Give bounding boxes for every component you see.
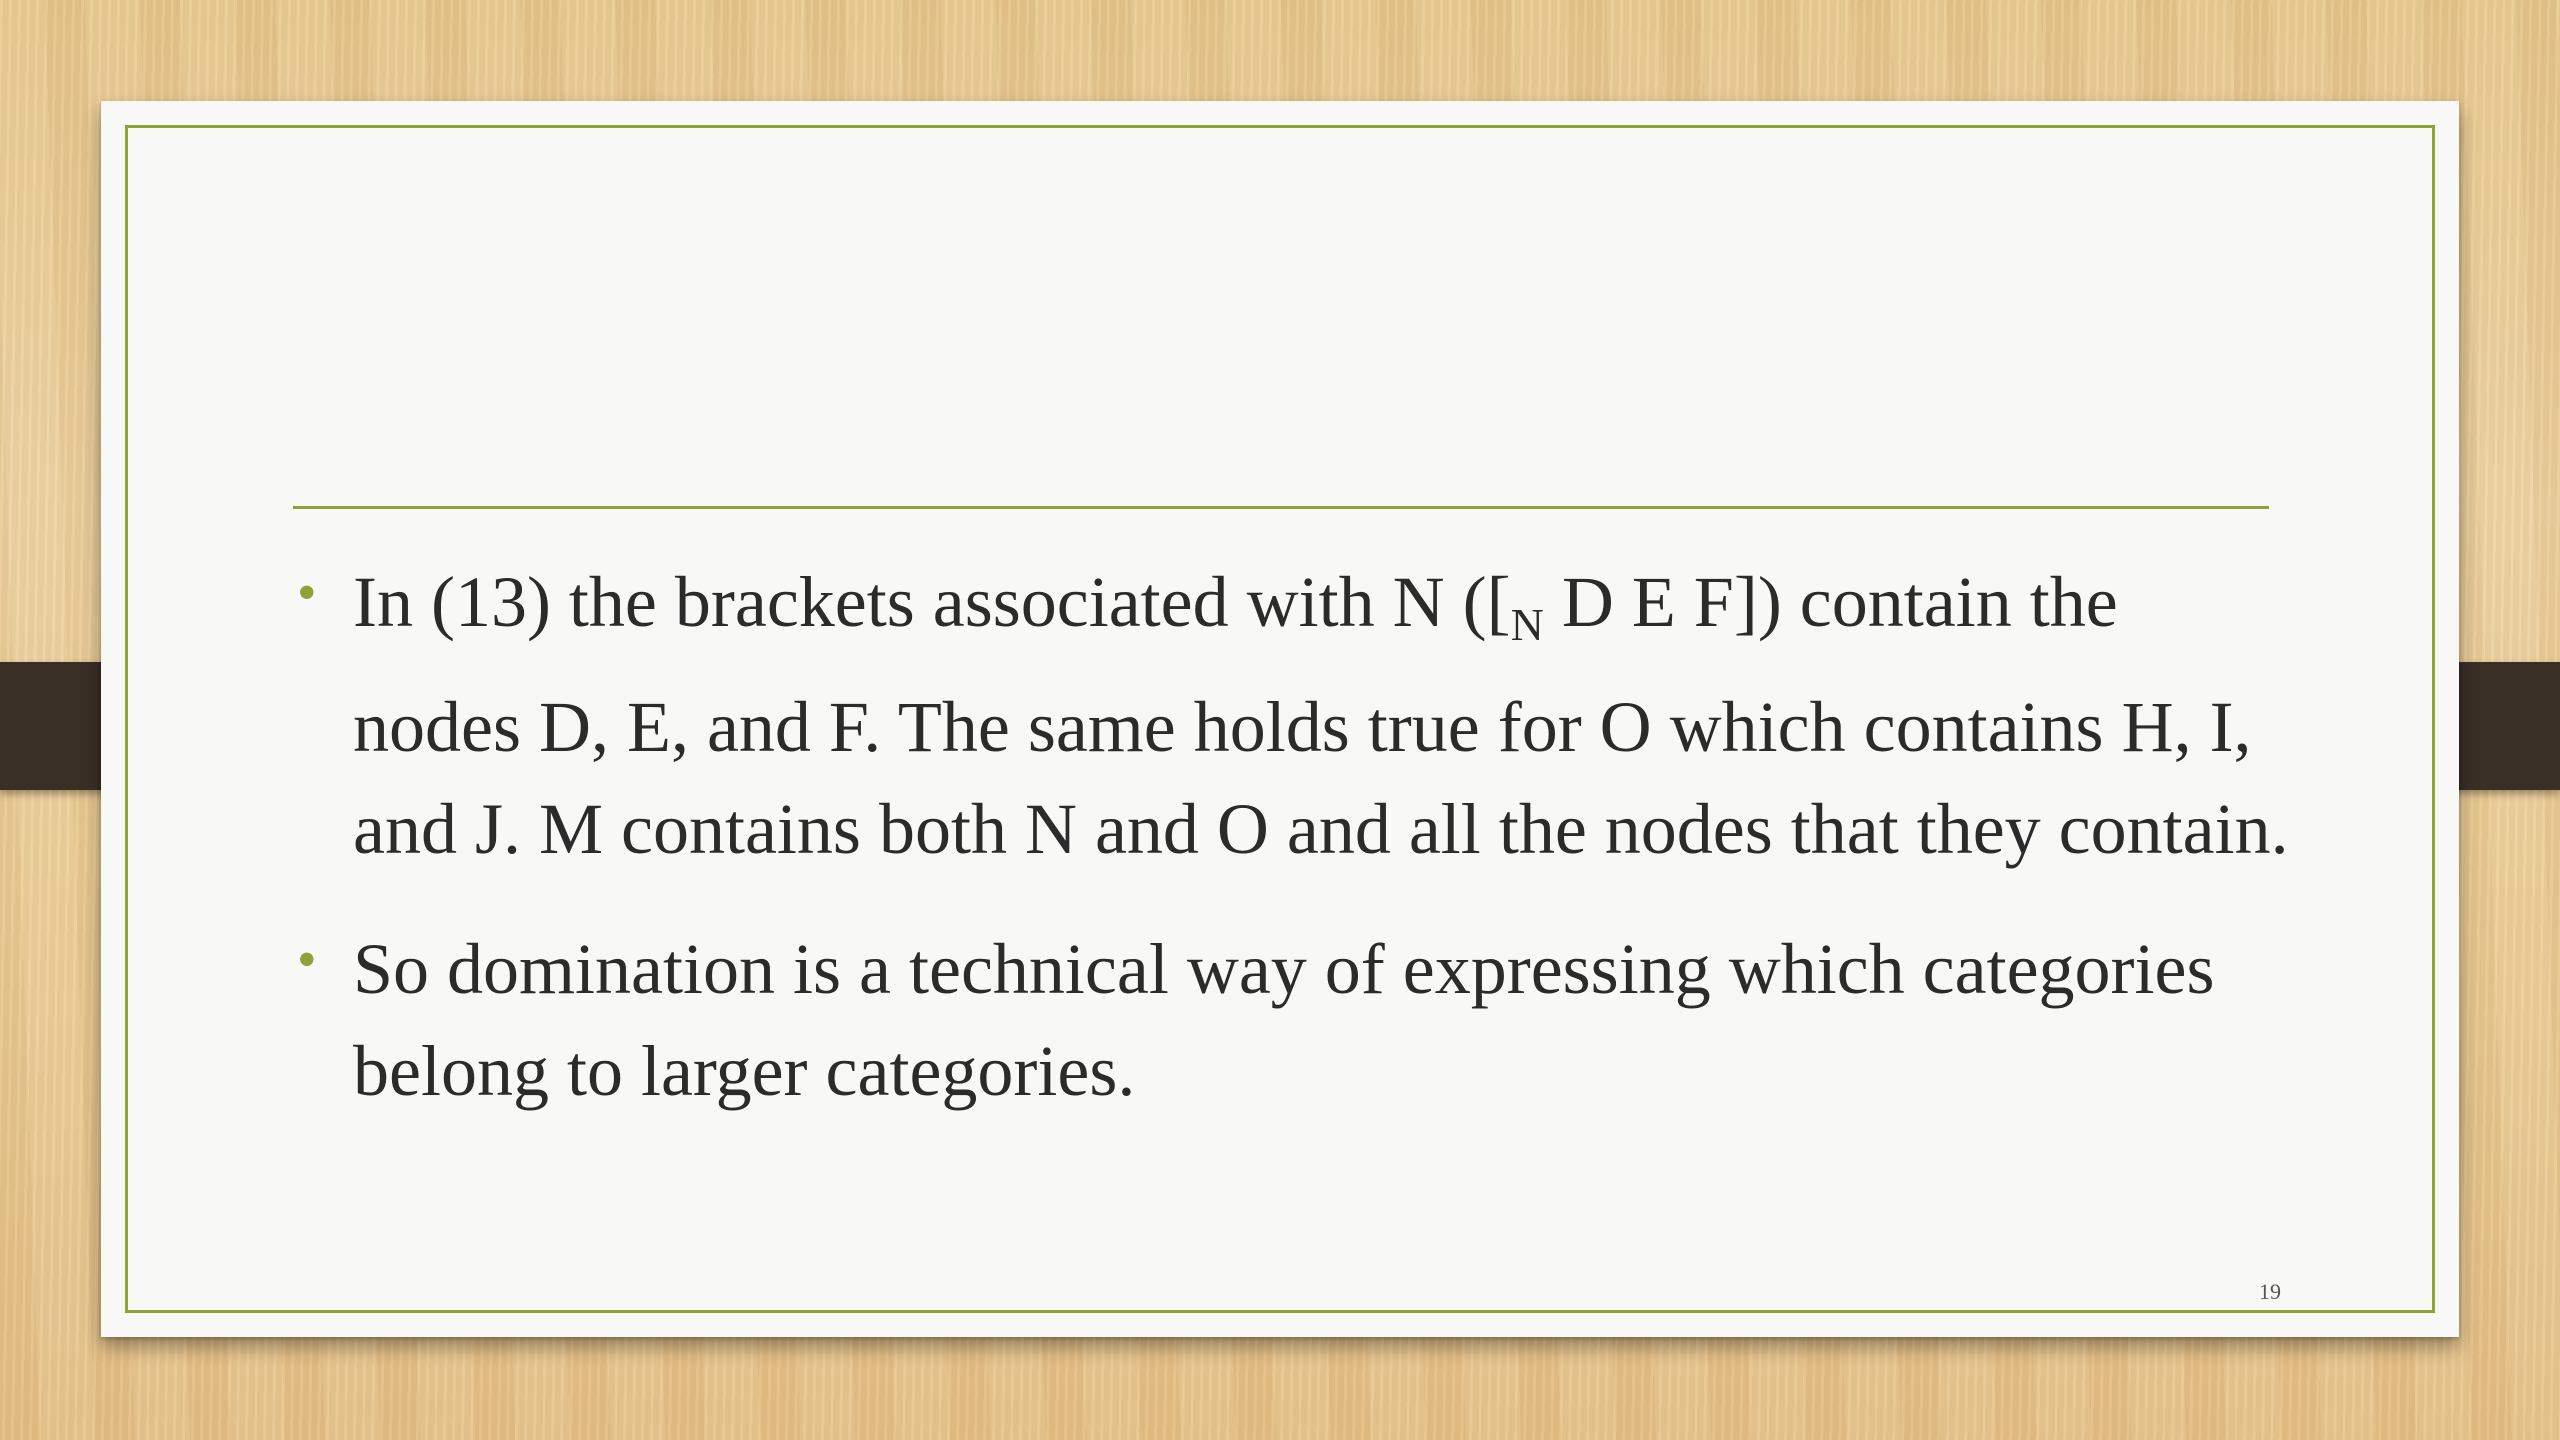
bullet-item-1 [293, 551, 2293, 880]
bullet-text-post: D E F]) contain the nodes D, E, and F. The same holds true for O which contains H, I, and J. M contains both N and O and all the nodes that they contain. [353, 562, 2289, 869]
slide-paper [101, 101, 2459, 1337]
bullet-text-pre: In (13) the brackets associated with N ([ [353, 562, 1511, 642]
bullet-item-2 [293, 918, 2293, 1122]
slide-content [293, 551, 2293, 1160]
slide-number: 19 [2259, 1279, 2281, 1304]
title-divider [293, 506, 2269, 509]
bullet-dot-icon: • [297, 562, 317, 624]
bullet-text: So domination is a technical way of expressing which categories belong to larger categories. [353, 929, 2215, 1111]
bullet-dot-icon: • [297, 929, 317, 991]
bullet-subscript: N [1510, 599, 1544, 650]
